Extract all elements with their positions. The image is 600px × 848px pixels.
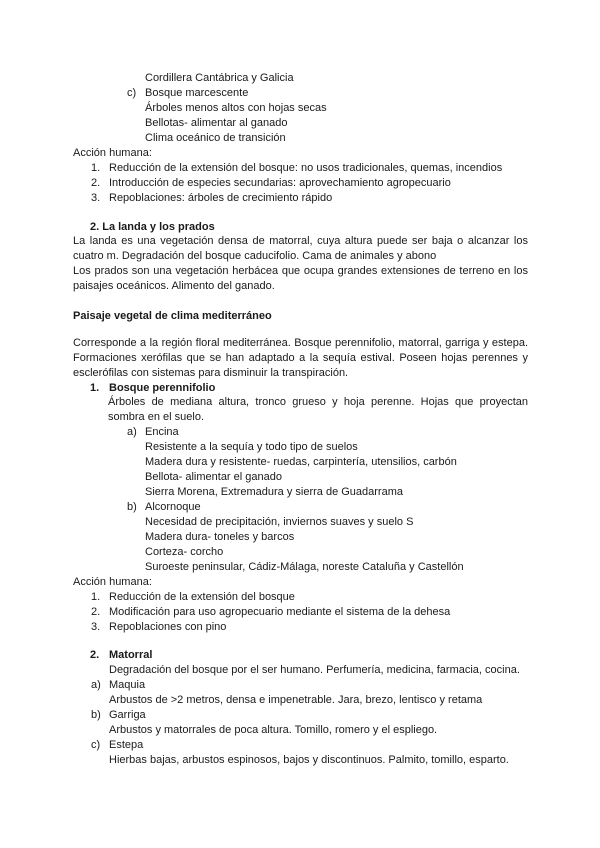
paragraph: Los prados son una vegetación herbácea que ocupa grandes extensiones de terreno en los paisajes oceánicos. Alimento del ganado. [73,265,528,292]
section-heading: Paisaje vegetal de clima mediterráneo [73,310,272,322]
list-item-detail: Bellota- alimentar el ganado [145,471,282,483]
list-item-detail: Bellotas- alimentar al ganado [145,117,288,129]
list-number: 3. [91,621,101,633]
list-item-detail: Suroeste peninsular, Cádiz-Málaga, noreste Cataluña y Castellón [145,561,464,573]
list-item: Repoblaciones: árboles de crecimiento rápido [109,192,333,204]
list-marker: c) [127,87,137,99]
list-item-detail: Madera dura- toneles y barcos [145,531,295,543]
list-item-label: Garriga [109,709,146,721]
section-heading: 2. La landa y los prados [90,221,215,233]
list-number: 2. [90,649,100,661]
list-marker: a) [91,679,101,691]
list-item-detail: Sierra Morena, Extremadura y sierra de Guadarrama [145,486,403,498]
list-item: Reducción de la extensión del bosque [109,591,295,603]
paragraph: La landa es una vegetación densa de matorral, cuya altura puede ser baja o alcanzar los cuatro m. Degradación del bosque caducifolio. Cama de animales y abono [73,235,528,262]
list-marker: b) [91,709,101,721]
subsection-title: Bosque perennifolio [109,382,216,394]
list-marker: b) [127,501,137,513]
list-item: Introducción de especies secundarias: aprovechamiento agropecuario [109,177,451,189]
list-number: 1. [91,162,101,174]
list-number: 3. [91,192,101,204]
list-item-detail: Arbustos y matorrales de poca altura. Tomillo, romero y el espliego. [109,724,438,736]
list-marker: c) [91,739,101,751]
list-item-detail: Necesidad de precipitación, inviernos suaves y suelo S [145,516,414,528]
list-item: Reducción de la extensión del bosque: no usos tradicionales, quemas, incendios [109,162,503,174]
list-item-label: Encina [145,426,179,438]
list-item-detail: Resistente a la sequía y todo tipo de suelos [145,441,358,453]
list-item-detail: Madera dura y resistente- ruedas, carpintería, utensilios, carbón [145,456,457,468]
list-item: Modificación para uso agropecuario mediante el sistema de la dehesa [109,606,451,618]
paragraph: Árboles de mediana altura, tronco grueso y hoja perenne. Hojas que proyectan sombra en el suelo. [108,396,528,423]
list-item-label: Estepa [109,739,144,751]
list-item: Repoblaciones con pino [109,621,227,633]
b-detail: Cordillera Cantábrica y Galicia [145,72,294,84]
list-number: 1. [91,591,101,603]
paragraph: Degradación del bosque por el ser humano. Perfumería, medicina, farmacia, cocina. [109,664,520,676]
list-item-detail: Hierbas bajas, arbustos espinosos, bajos y discontinuos. Palmito, tomillo, esparto. [109,754,509,766]
list-item-label: Alcornoque [145,501,201,513]
list-number: 1. [90,382,100,394]
list-item-detail: Corteza- corcho [145,546,224,558]
list-item-label: Maquia [109,679,146,691]
list-number: 2. [91,177,101,189]
list-item-detail: Árboles menos altos con hojas secas [145,102,327,114]
list-item-detail: Clima oceánico de transición [145,132,286,144]
list-number: 2. [91,606,101,618]
paragraph: Corresponde a la región floral mediterránea. Bosque perennifolio, matorral, garriga y estepa. Formaciones xerófilas que se han adaptado a la sequía estival. Poseen hojas perennes y esclerófilas con sistemas para disminuir la transpiración. [73,337,528,379]
list-item-detail: Arbustos de >2 metros, densa e impenetrable. Jara, brezo, lentisco y retama [109,694,483,706]
section-label: Acción humana: [73,576,152,588]
section-label: Acción humana: [73,147,152,159]
subsection-title: Matorral [109,649,153,661]
list-marker: a) [127,426,137,438]
list-item-label: Bosque marcescente [145,87,249,99]
